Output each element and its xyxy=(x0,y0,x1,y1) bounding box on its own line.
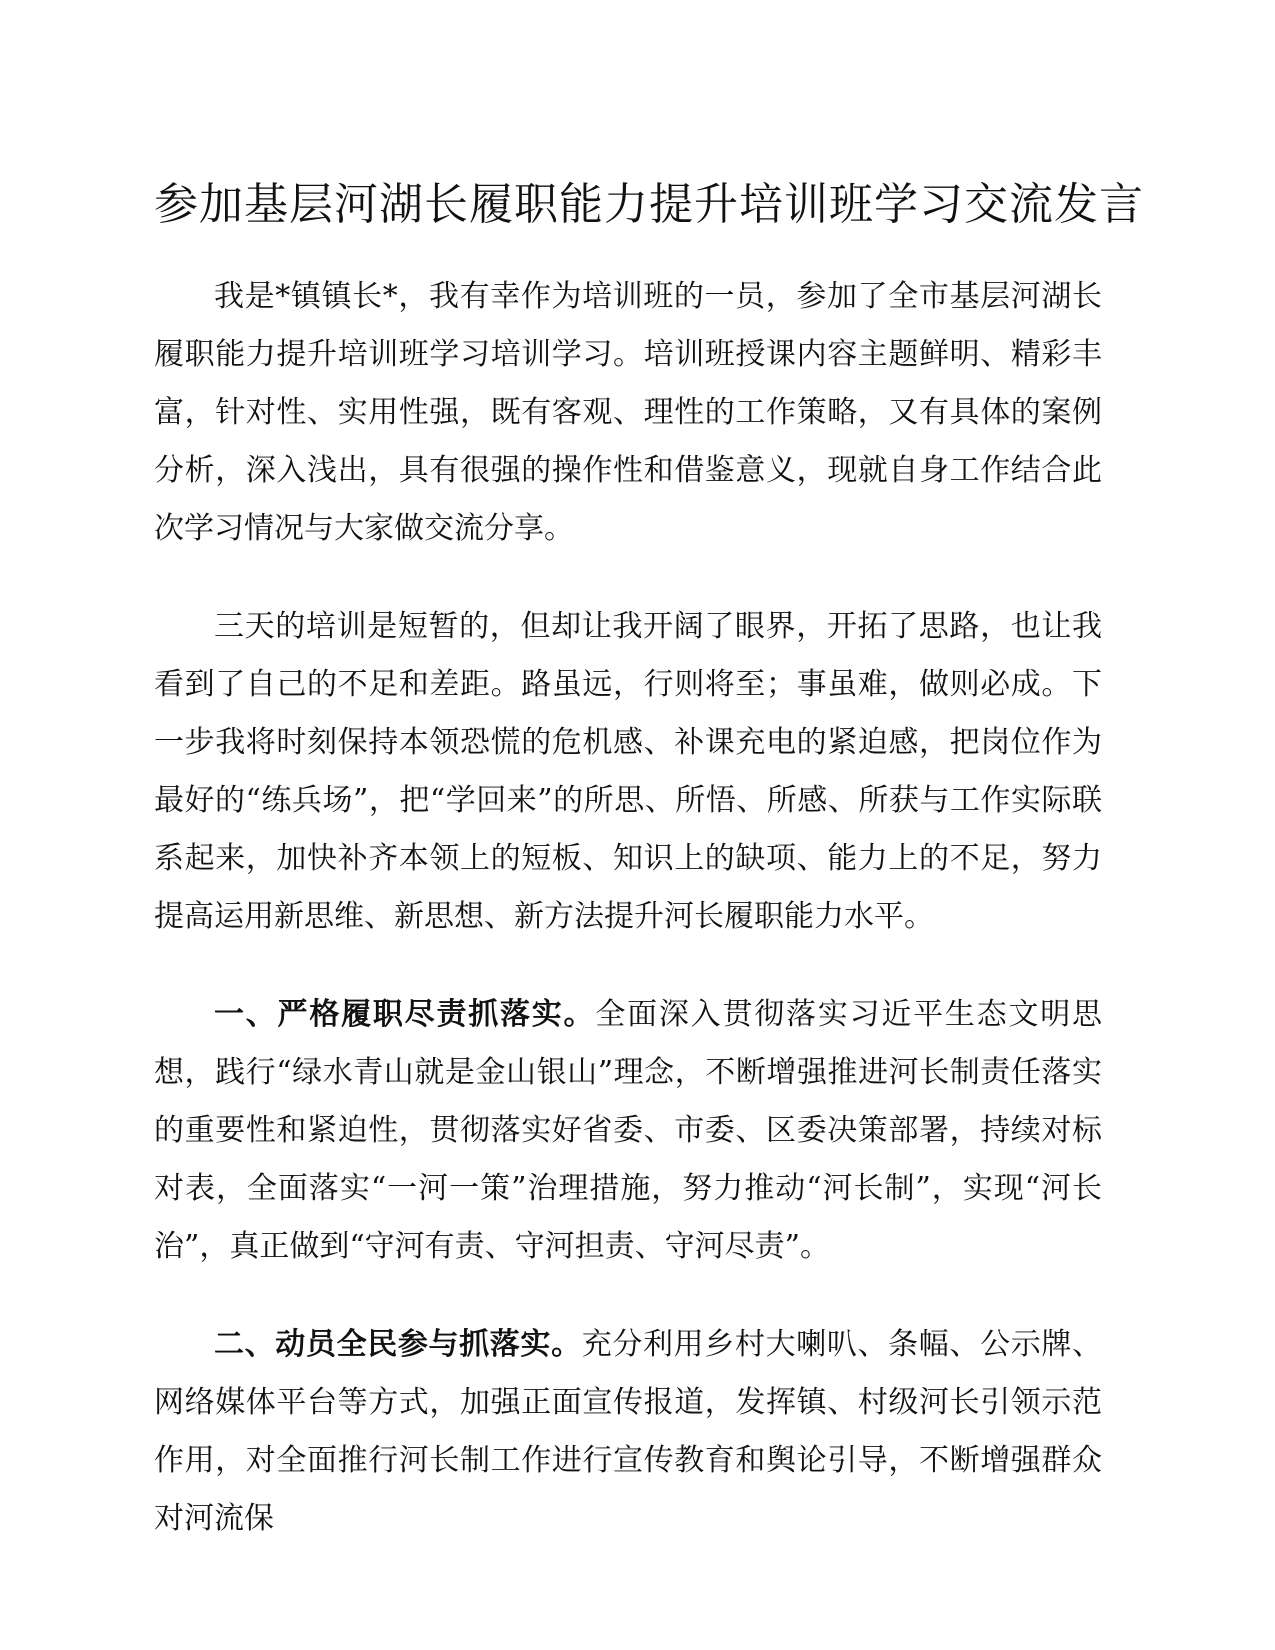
document-body xyxy=(154,170,1144,1548)
paragraph-intro xyxy=(154,268,1102,558)
section-two-heading: 二、动员全民参与抓落实。 xyxy=(214,1327,582,1362)
paragraph-text: 三天的培训是短暂的，但却让我开阔了眼界，开拓了思路，也让我看到了自己的不足和差距。路虽远，行则将至；事虽难，做则必成。下一步我将时刻保持本领恐慌的危机感、补课充电的紧迫感，把岗位作为最好的“练兵场”，把“学回来”的所思、所悟、所感、所获与工作实际联系起来，加快补齐本领上的短板、知识上的缺项、能力上的不足，努力提高运用新思维、新思想、新方法提升河长履职能力水平。 xyxy=(154,609,1102,934)
paragraph-section-two xyxy=(154,1316,1102,1548)
document-title: 参加基层河湖长履职能力提升培训班学习交流发言 xyxy=(154,179,1144,230)
paragraph-text: 我是*镇镇长*，我有幸作为培训班的一员，参加了全市基层河湖长履职能力提升培训班学习培训学习。培训班授课内容主题鲜明、精彩丰富，针对性、实用性强，既有客观、理性的工作策略，又有具体的案例分析，深入浅出，具有很强的操作性和借鉴意义，现就自身工作结合此次学习情况与大家做交流分享。 xyxy=(154,279,1102,546)
paragraph-section-one xyxy=(154,986,1102,1276)
paragraph-text: 充分利用乡村大喇叭、条幅、公示牌、网络媒体平台等方式，加强正面宣传报道，发挥镇、村级河长引领示范作用，对全面推行河长制工作进行宣传教育和舆论引导，不断增强群众对河流保 xyxy=(154,1327,1103,1536)
paragraph-text: 全面深入贯彻落实习近平生态文明思想，践行“绿水青山就是金山银山”理念，不断增强推进河长制责任落实的重要性和紧迫性，贯彻落实好省委、市委、区委决策部署，持续对标对表，全面落实“一河一策”治理措施，努力推动“河长制”，实现“河长治”，真正做到“守河有责、守河担责、守河尽责”。 xyxy=(154,997,1103,1264)
paragraph-reflection xyxy=(154,598,1102,946)
section-one-heading: 一、严格履职尽责抓落实。 xyxy=(214,997,596,1032)
